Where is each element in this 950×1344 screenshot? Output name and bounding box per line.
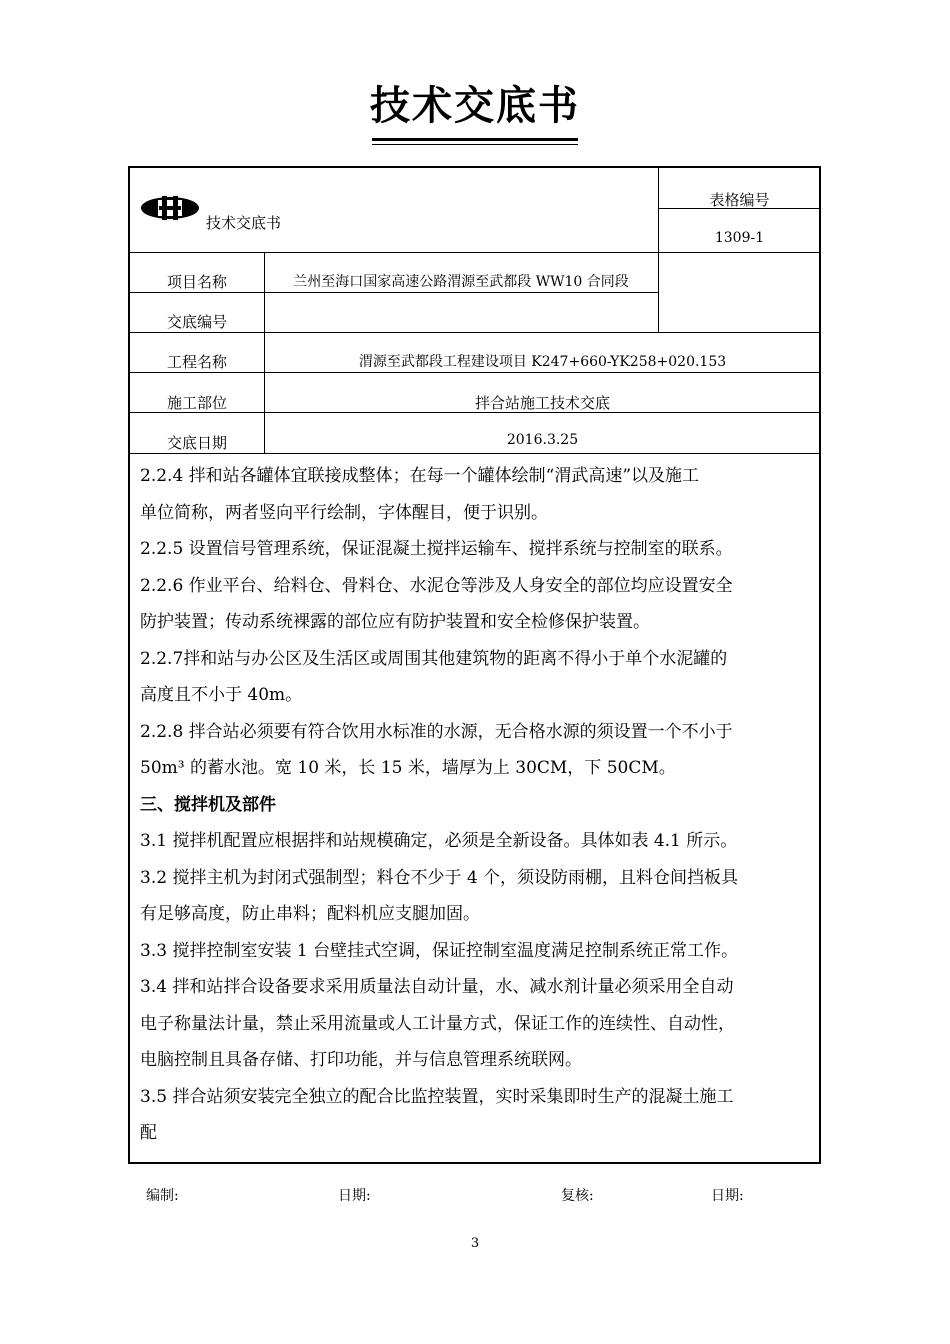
form-number: 1309-1 [714,230,765,246]
content-line: 3.1 搅拌机配置应根据拌和站规模确定，必须是全新设备。具体如表 4.1 所示。 [140,831,738,851]
handover-form [128,166,821,1164]
project-name: 兰州至海口国家高速公路渭源至武都段 WW10 合同段 [293,274,629,290]
form-number-label: 表格编号 [709,191,770,209]
site-value: 拌合站施工技术交底 [474,394,610,412]
compiled-by-label: 编制: [146,1188,179,1204]
page-number: 3 [470,1236,480,1251]
date-label: 交底日期 [166,434,227,452]
content-line: 2.2.7拌和站与办公区及生活区或周围其他建筑物的距离不得小于单个水泥罐的 [140,648,728,669]
content-line: 高度且不小于 40m。 [140,685,303,705]
content-line: 3.3 搅拌控制室安装 1 台壁挂式空调，保证控制室温度满足控制系统正常工作。 [140,940,739,961]
content-line: 配 [140,1123,157,1143]
content-line: 3.5 拌合站须安装完全独立的配合比监控装置，实时采集即时生产的混凝土施工 [140,1086,734,1107]
content-line: 3.4 拌和站拌合设备要求采用质量法自动计量，水、减水剂计量必须采用全自动 [140,977,734,997]
content-line: 2.2.6 作业平台、给料仓、骨料仓、水泥仓等涉及人身安全的部位均应设置安全 [140,575,733,596]
compiled-date-label: 日期: [338,1188,371,1204]
section-heading: 三、搅拌机及部件 [140,794,276,815]
date-value: 2016.3.25 [506,432,579,448]
content-line: 防护装置；传动系统裸露的部位应有防护装置和安全检修保护装置。 [140,612,650,632]
content-line: 50m³ 的蓄水池。宽 10 米，长 15 米，墙厚为上 30CM，下 50CM。 [140,758,676,778]
content-line: 2.2.8 拌合站必须要有符合饮用水标准的水源，无合格水源的须设置一个不小于 [140,721,733,742]
grid-line [130,372,821,373]
grid-line [130,453,821,454]
content-line: 电子称量法计量，禁止采用流量或人工计量方式，保证工作的连续性、自动性， [140,1013,735,1034]
site-label: 施工部位 [166,394,227,412]
content-line: 2.2.4 拌和站各罐体宜联接成整体；在每一个罐体绘制“渭武高速”以及施工 [140,466,700,486]
handover-number-label: 交底编号 [166,313,227,331]
title-underline-thin [372,144,578,145]
grid-line [130,292,658,293]
document-title: 技术交底书 [370,82,580,129]
grid-line [130,252,821,253]
content-line: 单位简称，两者竖向平行绘制，字体醒目，便于识别。 [140,502,548,523]
content-line: 3.2 搅拌主机为封闭式强制型；料仓不少于 4 个，须设防雨棚，且料仓间挡板具 [140,867,739,888]
grid-line [130,332,821,333]
content-line: 2.2.5 设置信号管理系统，保证混凝土搅拌运输车、搅拌系统与控制室的联系。 [140,539,733,559]
handover-content [140,458,815,1152]
work-name-label: 工程名称 [166,353,227,371]
company-logo-icon [140,190,200,226]
reviewed-by-label: 复核: [561,1188,594,1204]
work-name: 渭源至武都段工程建设项目 K247+660-YK258+020.153 [358,354,727,370]
title-underline-thick [372,138,578,141]
project-name-label: 项目名称 [166,273,227,291]
review-date-label: 日期: [711,1188,744,1204]
form-name: 技术交底书 [206,214,282,232]
content-line: 电脑控制且具备存储、打印功能，并与信息管理系统联网。 [140,1050,582,1070]
content-line: 有足够高度，防止串料；配料机应支腿加固。 [140,904,480,924]
